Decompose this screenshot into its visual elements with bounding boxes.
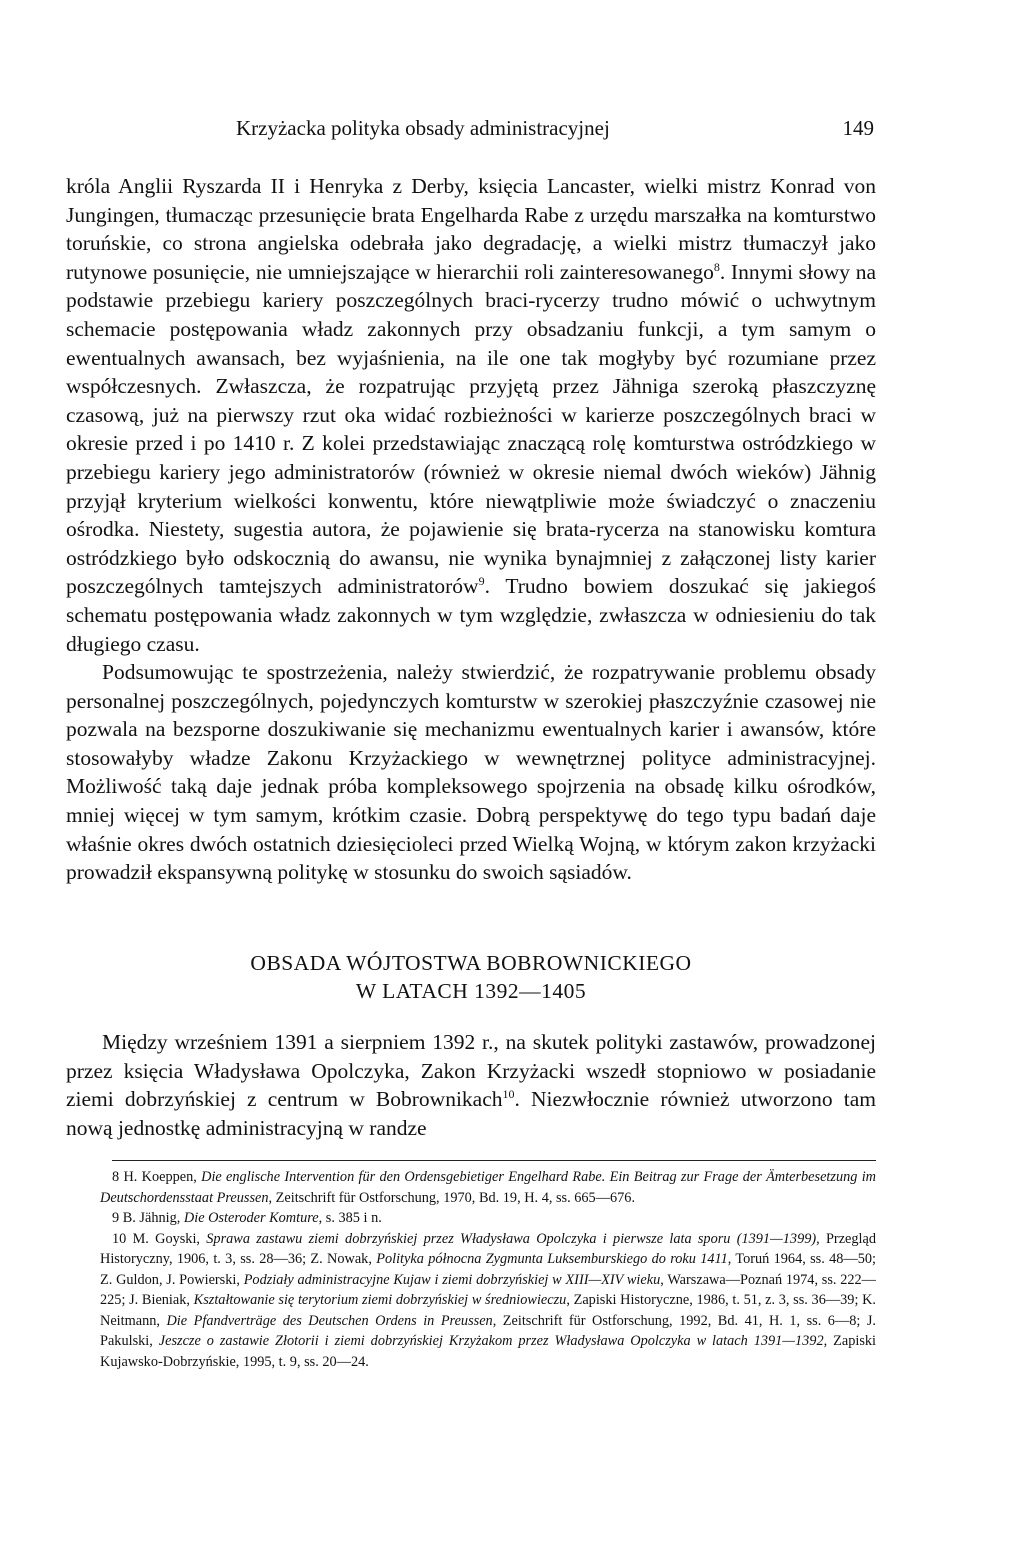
section-heading-line-1: OBSADA WÓJTOSTWA BOBROWNICKIEGO xyxy=(250,950,692,975)
italic-title: Die Osteroder Komture xyxy=(183,1210,319,1227)
text-run: Podsumowując te spostrzeżenia, należy stwierdzić, że rozpatrywanie problemu obsady personalnej poszczególnych, pojedynczych komturstw w szerokiej płaszczyźnie czasowej nie pozwala na bezsporne doszukiwanie się mechanizmu ewentualnych karier i awansów, które stosowałyby władze Zakonu Krzyżackiego w wewnętrznej polityce administracyjnej. Możliwość taką daje jednak próba kompleksowego spojrzenia na obsadę kilku ośrodków, mniej więcej w tym samym, krótkim czasie. Dobrą perspektywę do tego typu badań daje właśnie okres dwóch ostatnich dziesięcioleci przed Wielką Wojną, w którym zakon krzyżacki prowadził ekspansywną politykę w stosunku do swoich sąsiadów. xyxy=(66,660,876,885)
text-run: , Zapiski Kujawsko-Dobrzyńskie, 1995, t. 9, ss. 20—24. xyxy=(100,1333,876,1370)
text-run: króla Anglii Ryszarda II i Henryka z Derby, księcia Lancaster, wielki mistrz Konrad von Jungingen, tłumacząc przesunięcie brata Engelharda Rabe z urzędu marszałka na komturstwo toruńskie, co strona angielska odebrała jako degradację, a wielki mistrz tłumaczył jako rutynowe posunięcie, nie umniejszające w hierarchii roli zainteresowanego xyxy=(66,174,876,284)
paragraph-1 xyxy=(66,172,876,658)
text-run: . Trudno bowiem doszukać się jakiegoś schematu postępowania władz zakonnych w tym względzie, zwłaszcza w odniesieniu do tak długiego czasu. xyxy=(66,574,876,656)
footnote-reference: 9 xyxy=(478,574,485,589)
text-run: 8 H. Koeppen, xyxy=(112,1169,202,1186)
text-run: , Zeitschrift für Ostforschung, 1992, Bd. 41, H. 1, ss. 6—8; J. Pakulski, xyxy=(100,1312,876,1350)
footnote-8 xyxy=(100,1167,876,1208)
footnote-divider xyxy=(112,1160,876,1161)
footnote-9 xyxy=(100,1208,876,1229)
running-head-title: Krzyżacka polityka obsady administracyjnej xyxy=(236,116,610,140)
italic-title: Polityka północna Zygmunta Luksemburskiego do roku 1411 xyxy=(376,1251,728,1268)
paragraph-2 xyxy=(66,658,876,887)
running-head xyxy=(66,110,876,150)
text-run: , Toruń 1964, ss. 48—50; Z. Guldon, J. Powierski, xyxy=(100,1251,876,1288)
section-paragraph xyxy=(66,1028,876,1142)
text-run: , Warszawa—Poznań 1974, ss. 222—225; J. Bieniak, xyxy=(100,1271,876,1309)
footnote-reference: 8 xyxy=(713,259,720,274)
footnotes xyxy=(100,1167,876,1372)
text-run: . Niezwłocznie również utworzono tam nową jednostkę administracyjną w randze xyxy=(66,1087,876,1140)
text-run: , Zapiski Historyczne, 1986, t. 51, z. 3, ss. 36—39; K. Neitmann, xyxy=(100,1292,877,1329)
italic-title: Die Pfandverträge des Deutschen Ordens in Preussen xyxy=(166,1312,493,1329)
text-run: . Innymi słowy na podstawie przebiegu kariery poszczególnych braci-rycerzy trudno mówić o uchwytnym schemacie postępowania władz zakonnych przy obsadzaniu funkcji, a tym samym o ewentualnych awansach, bez wyjaśnienia, na ile one tak mogłyby być rozumiane przez współczesnych. Zwłaszcza, że rozpatrując przyjętą przez Jähniga szeroką płaszczyznę czasową, już na pierwszy rzut oka widać rozbieżności w karierze poszczególnych braci w okresie przed i po 1410 r. Z kolei przedstawiając znaczącą rolę komturstwa ostródzkiego w przebiegu kariery jego administratorów (również w okresie niemal dwóch wieków) Jähnig przyjął kryterium wielkości konwentu, które niewątpliwie może świadczyć o znaczeniu ośrodka. Niestety, sugestia autora, że pojawienie się brata-rycerza na stanowisku komtura ostródzkiego było odskocznią do awansu, nie wynika bynajmniej z załączonej listy karier poszczególnych tamtejszych administratorów xyxy=(66,259,876,599)
body-text xyxy=(66,172,876,887)
text-run: , s. 385 i n. xyxy=(318,1210,382,1227)
text-run: Między wrześniem 1391 a sierpniem 1392 r., na skutek polityki zastawów, prowadzonej przez księcia Władysława Opolczyka, Zakon Krzyżacki wszedł stopniowo w posiadanie ziemi dobrzyńskiej z centrum w Bobrownikach xyxy=(66,1030,876,1112)
italic-title: Podziały administracyjne Kujaw i ziemi dobrzyńskiej w XIII—XIV wieku xyxy=(243,1271,661,1288)
footnote-10 xyxy=(100,1229,876,1373)
text-run: 9 B. Jähnig, xyxy=(112,1210,184,1227)
italic-title: Kształtowanie się terytorium ziemi dobrzyńskiej w średniowieczu xyxy=(193,1292,567,1309)
footnote-reference: 10 xyxy=(502,1087,515,1102)
section-heading-line-2: W LATACH 1392—1405 xyxy=(355,979,587,1004)
text-run: , Przegląd Historyczny, 1906, t. 3, ss. 28—36; Z. Nowak, xyxy=(100,1230,877,1268)
italic-title: Jeszcze o zastawie Złotorii i ziemi dobrzyńskiej Krzyżakom przez Władysława Opolczyka w latach 1391—1392 xyxy=(158,1333,824,1350)
page-number: 149 xyxy=(842,116,874,140)
text-run: 10 M. Goyski, xyxy=(112,1230,207,1247)
section-heading xyxy=(66,949,876,1006)
italic-title: Die englische Intervention für den Ordensgebietiger Engelhard Rabe. Ein Beitrag zur Frage der Ämterbesetzung im Deutschordensstaat Preussen xyxy=(100,1169,876,1206)
text-run: , Zeitschrift für Ostforschung, 1970, Bd. 19, H. 4, ss. 665—676. xyxy=(268,1189,636,1206)
book-page xyxy=(66,110,876,1372)
italic-title: Sprawa zastawu ziemi dobrzyńskiej przez Władysława Opolczyka i pierwsze lata sporu (1391—1399) xyxy=(206,1230,817,1247)
